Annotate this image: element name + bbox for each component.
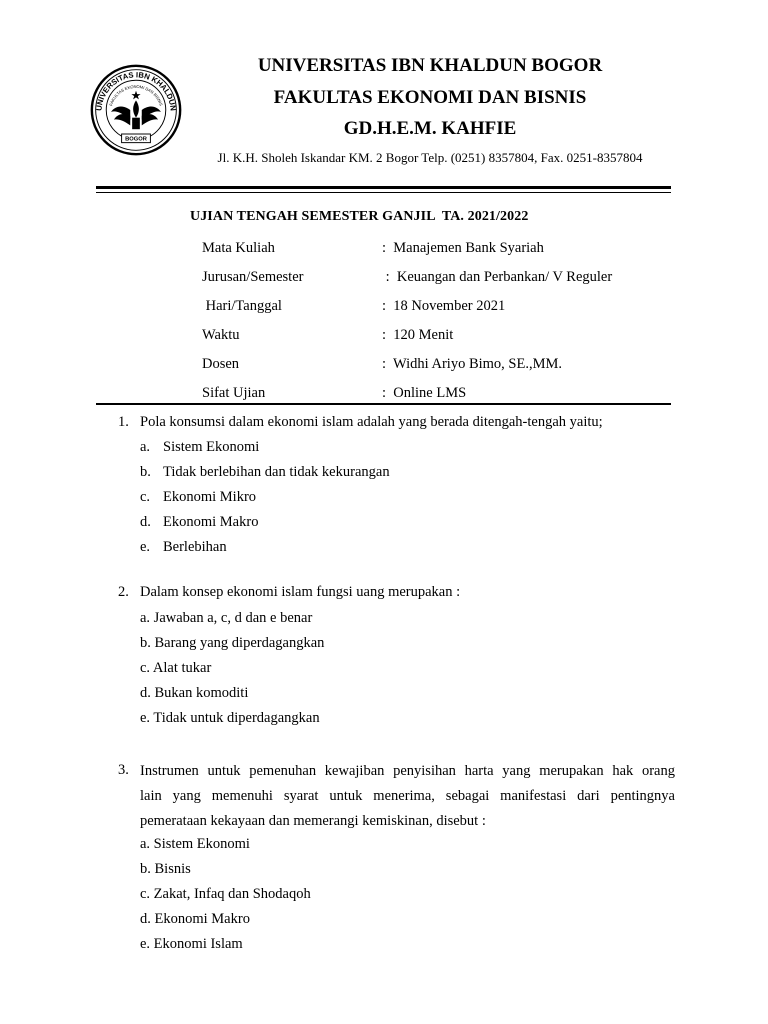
question-text: Dalam konsep ekonomi islam fungsi uang merupakan : [140,584,461,600]
building-name: GD.H.E.M. KAHFIE [343,118,517,139]
info-row [0,327,768,349]
option-text: Ekonomi Mikro [163,489,257,505]
faculty-name: FAKULTAS EKONOMI DAN BISNIS [273,87,587,108]
info-row [0,298,768,320]
info-value: : Manajemen Bank Syariah [382,240,544,256]
info-label: Jurusan/Semester [202,269,304,285]
question-text: Pola konsumsi dalam ekonomi islam adalah yang berada ditengah-tengah yaitu; [140,414,603,430]
info-value: : 120 Menit [382,327,454,343]
info-label: Hari/Tanggal [202,298,282,314]
option-item: b. Bisnis [140,861,191,877]
university-logo [88,62,184,158]
info-value: : Online LMS [382,385,467,401]
option-item: d. Bukan komoditi [140,685,249,701]
info-divider [96,403,671,405]
option-item: d. Ekonomi Makro [140,911,250,927]
question-text [140,759,675,834]
university-name: UNIVERSITAS IBN KHALDUN BOGOR [257,55,603,76]
question-line: Instrumen untuk pemenuhan kewajiban penyisihan harta yang merupakan hak orang [140,763,675,779]
address-line: Jl. K.H. Sholeh Iskandar KM. 2 Bogor Telp. (0251) 8357804, Fax. 0251-8357804 [217,150,643,165]
info-value: : Keuangan dan Perbankan/ V Reguler [382,269,613,285]
question-line: pemerataan kekayaan dan memerangi kemiskinan, disebut : [140,813,486,829]
option-letter: b. [140,464,151,480]
option-text: Tidak berlebihan dan tidak kekurangan [163,464,390,480]
info-row [0,240,768,262]
option-item: e. Tidak untuk diperdagangkan [140,710,320,726]
option-text: Berlebihan [163,539,227,555]
info-label: Sifat Ujian [202,385,266,401]
option-letter: e. [140,539,151,555]
logo-inner-text: FAKULTAS EKONOMI DAN BISNIS [108,83,164,107]
option-letter: c. [140,489,151,505]
header-divider-thin [96,192,671,193]
option-text: Ekonomi Makro [163,514,259,530]
question-number: 1. [118,414,129,430]
info-value: : Widhi Ariyo Bimo, SE.,MM. [382,356,563,372]
info-label: Waktu [202,327,240,343]
question-line: lain yang memenuhi syarat untuk menerima, sebagai manifestasi dari pentingnya [140,788,675,804]
header-divider-thick [96,186,671,189]
option-text: Sistem Ekonomi [163,439,260,455]
exam-title: UJIAN TENGAH SEMESTER GANJIL TA. 2021/2022 [190,209,529,224]
logo-banner-text: BOGOR [125,136,147,143]
option-letter: a. [140,439,151,455]
info-label: Dosen [202,356,240,372]
info-label: Mata Kuliah [202,240,275,256]
option-item: a. Sistem Ekonomi [140,836,250,852]
option-item: c. Zakat, Infaq dan Shodaqoh [140,886,311,902]
question-number: 3. [118,762,129,778]
option-item: b. Barang yang diperdagangkan [140,635,325,651]
info-row [0,269,768,291]
option-letter: d. [140,514,151,530]
info-row [0,356,768,378]
option-item: a. Jawaban a, c, d dan e benar [140,610,313,626]
option-item: c. Alat tukar [140,660,212,676]
logo-ring-text: UNIVERSITAS IBN KHALDUN [94,70,178,112]
option-item: e. Ekonomi Islam [140,936,243,952]
question-number: 2. [118,584,129,600]
info-value: : 18 November 2021 [382,298,506,314]
